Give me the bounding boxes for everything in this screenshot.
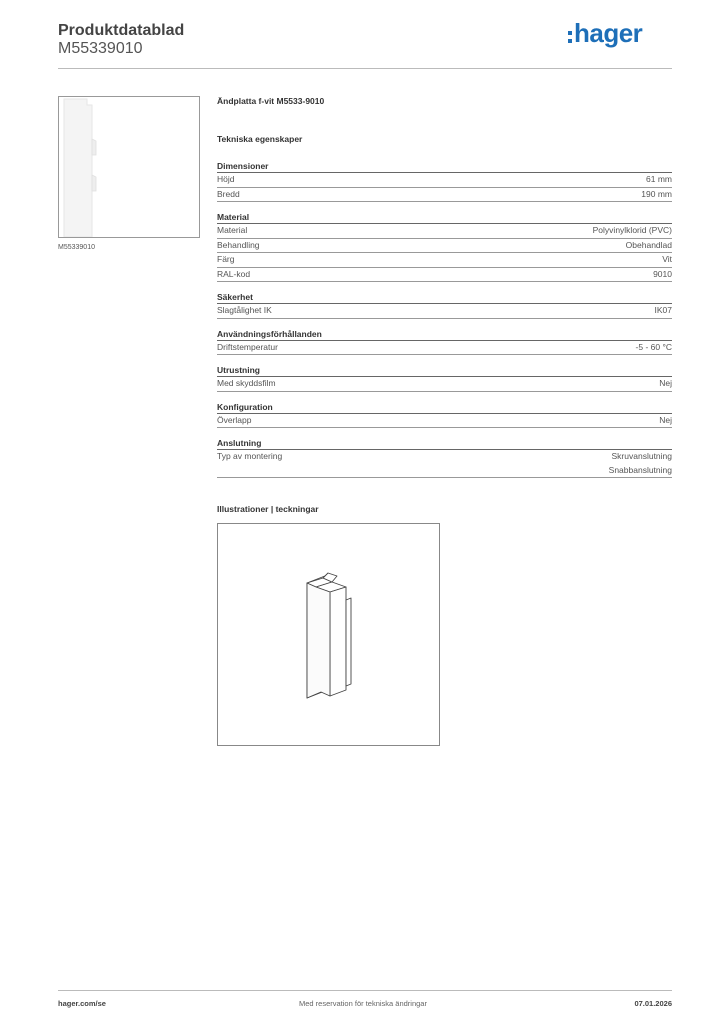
logo-text: hager [574, 18, 643, 48]
spec-row [217, 268, 672, 283]
spec-label: Driftstemperatur [217, 341, 278, 352]
spec-label: Överlapp [217, 414, 252, 425]
spec-value [609, 450, 672, 477]
spec-value: Nej [659, 378, 672, 388]
group-title: Användningsförhållanden [217, 329, 672, 341]
spec-group-dimensions [217, 161, 672, 202]
footer-disclaimer: Med reservation för tekniska ändringar [299, 999, 427, 1008]
spec-row [217, 239, 672, 254]
spec-value-line: Snabbanslutning [608, 464, 672, 475]
page-title: Produktdatablad [58, 22, 185, 39]
spec-value: Nej [659, 414, 672, 425]
spec-row [217, 188, 672, 203]
spec-row [217, 450, 672, 478]
spec-label: Material [217, 225, 248, 235]
spec-label: Med skyddsfilm [217, 378, 276, 388]
header-divider [58, 68, 672, 69]
spec-label: Slagtålighet IK [217, 305, 272, 315]
spec-group-conditions [217, 329, 672, 356]
product-drawing-image [218, 524, 439, 745]
spec-row [217, 173, 672, 188]
group-title: Dimensioner [217, 161, 672, 173]
group-title: Anslutning [217, 438, 672, 450]
group-title: Utrustning [217, 365, 672, 377]
illustration-frame [217, 523, 440, 746]
thumbnail-label: M55339010 [58, 244, 95, 251]
spec-value: 9010 [653, 268, 672, 279]
spec-group-equipment [217, 365, 672, 392]
spec-value: 190 mm [641, 188, 672, 199]
spec-group-safety [217, 292, 672, 319]
spec-value: Polyvinylklorid (PVC) [592, 225, 672, 235]
group-title: Material [217, 212, 672, 224]
spec-value: 61 mm [646, 174, 672, 184]
footer-divider [58, 990, 672, 991]
spec-row [217, 253, 672, 268]
section-heading: Tekniska egenskaper [217, 134, 303, 144]
spec-row [217, 304, 672, 319]
spec-label: Behandling [217, 239, 260, 250]
footer-date: 07.01.2026 [634, 999, 672, 1008]
group-title: Säkerhet [217, 292, 672, 304]
spec-label: RAL-kod [217, 268, 251, 279]
spec-value-line: Skruvanslutning [611, 451, 672, 461]
spec-group-connection [217, 438, 672, 478]
product-specs [217, 96, 672, 488]
logo-dots-icon [568, 31, 572, 43]
spec-label: Höjd [217, 174, 235, 184]
footer-website-link[interactable]: hager.com/se [58, 999, 106, 1008]
spec-row [217, 377, 672, 392]
spec-value: -5 - 60 °C [635, 341, 672, 352]
illustrations-heading: Illustrationer | teckningar [217, 504, 319, 514]
spec-value: Obehandlad [625, 239, 672, 250]
spec-label: Typ av montering [217, 451, 283, 461]
spec-row [217, 224, 672, 239]
hager-logo[interactable] [568, 18, 642, 49]
spec-value: Vit [662, 254, 672, 264]
spec-label: Bredd [217, 188, 240, 199]
product-thumbnail-image [59, 97, 199, 237]
product-thumbnail [58, 96, 200, 238]
product-name: Ändplatta f-vit M5533-9010 [217, 96, 325, 106]
spec-group-material [217, 212, 672, 282]
product-code: M55339010 [58, 40, 143, 57]
spec-row [217, 341, 672, 356]
spec-value: IK07 [654, 305, 672, 315]
spec-group-configuration [217, 402, 672, 429]
spec-row [217, 414, 672, 429]
spec-label: Färg [217, 254, 235, 264]
group-title: Konfiguration [217, 402, 672, 414]
